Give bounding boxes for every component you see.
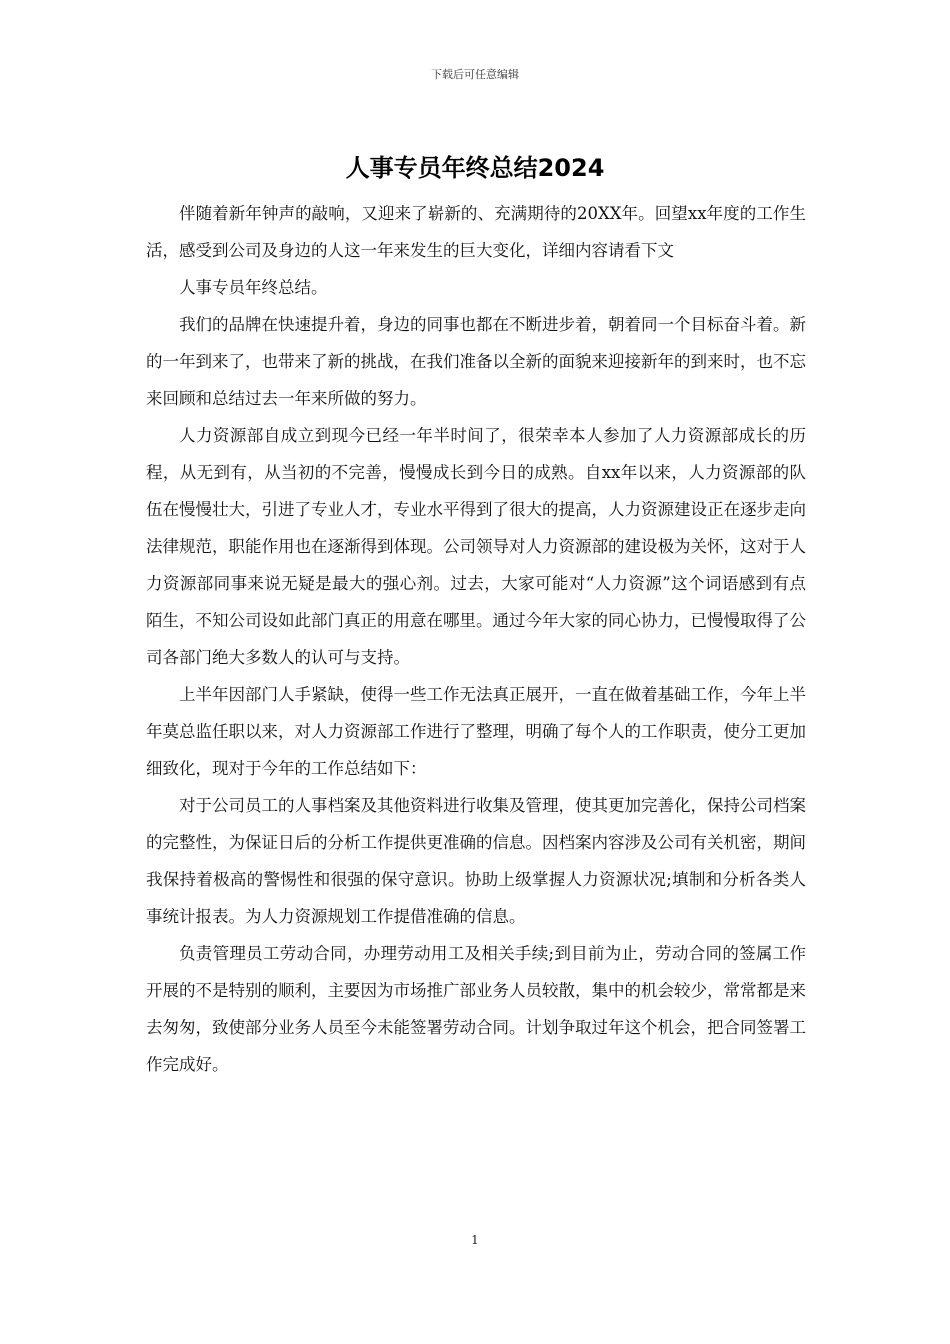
paragraph-contracts: 负责管理员工劳动合同，办理劳动用工及相关手续;到目前为止，劳动合同的签属工作开展的不是特别的顺利，主要因为市场推广部业务人员较散，集中的机会较少，常常都是来去匆匆，致使部分业务人员至今未能签署劳动合同。计划争取过年这个机会，把合同签署工作完成好。 (146, 944, 806, 1074)
paragraph-hr-department: 人力资源部自成立到现今已经一年半时间了，很荣幸本人参加了人力资源部成长的历程，从无到有，从当初的不完善，慢慢成长到今日的成熟。自xx年以来，人力资源部的队伍在慢慢壮大，引进了专业人才，专业水平得到了很大的提高，人力资源建设正在逐步走向法律规范，职能作用也在逐渐得到体现。公司领导对人力资源部的建设极为关怀，这对于人力资源部同事来说无疑是最大的强心剂。过去，大家可能对“人力资源”这个词语感到有点陌生，不知公司设如此部门真正的用意在哪里。通过今年大家的同心协力，已慢慢取得了公司各部门绝大多数人的认可与支持。 (146, 426, 806, 667)
paragraph-subtitle: 人事专员年终总结。 (179, 278, 328, 297)
page-header-note: 下载后可任意编辑 (431, 68, 519, 81)
paragraph-intro: 伴随着新年钟声的敲响，又迎来了崭新的、充满期待的20XX年。回望xx年度的工作生活，感受到公司及身边的人这一年来发生的巨大变化，详细内容请看下文 (146, 204, 806, 260)
paragraph-archives: 对于公司员工的人事档案及其他资料进行收集及管理，使其更加完善化，保持公司档案的完整性，为保证日后的分析工作提供更准确的信息。因档案内容涉及公司有关机密，期间我保持着极高的警惕性和很强的保守意识。协助上级掌握人力资源状况;填制和分析各类人事统计报表。为人力资源规划工作提借准确的信息。 (146, 796, 806, 926)
paragraph-brand: 我们的品牌在快速提升着，身边的同事也都在不断进步着，朝着同一个目标奋斗着。新的一年到来了，也带来了新的挑战，在我们准备以全新的面貌来迎接新年的到来时，也不忘来回顾和总结过去一年来所做的努力。 (146, 315, 806, 408)
document-title: 人事专员年终总结2024 (345, 154, 605, 182)
document-body (146, 195, 806, 1083)
paragraph-first-half: 上半年因部门人手紧缺，使得一些工作无法真正展开，一直在做着基础工作，今年上半年莫总监任职以来，对人力资源部工作进行了整理，明确了每个人的工作职责，使分工更加细致化，现对于今年的工作总结如下： (146, 685, 806, 778)
page-number: 1 (471, 1233, 479, 1247)
